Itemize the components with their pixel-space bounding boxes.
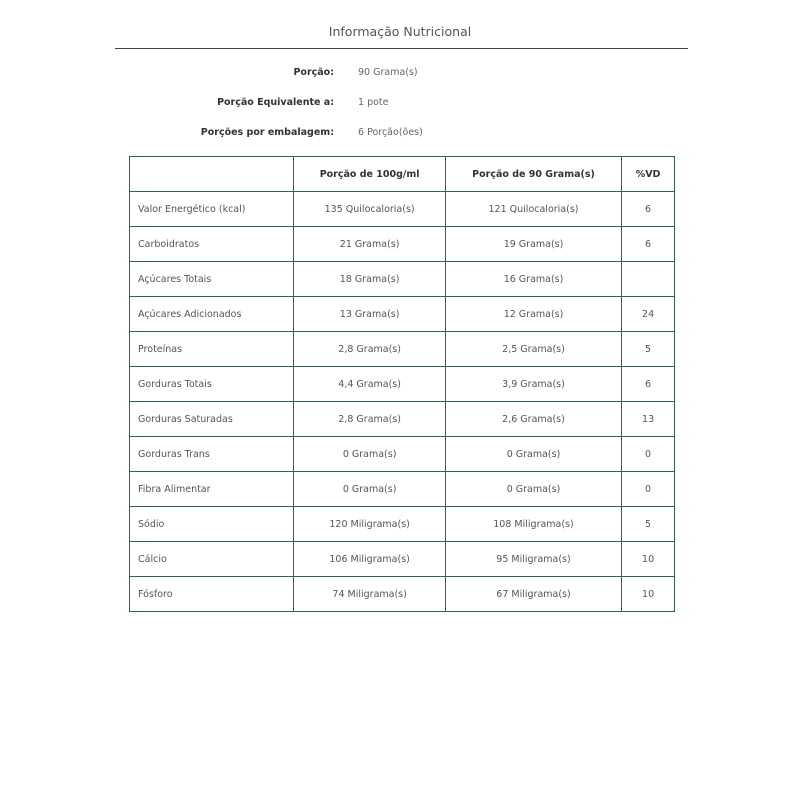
nutrient-name: Sódio [130, 507, 294, 542]
per-serving-value: 121 Quilocaloria(s) [445, 192, 621, 227]
nutrient-name: Gorduras Totais [130, 367, 294, 402]
per-serving-value: 2,5 Grama(s) [445, 332, 621, 367]
vd-value: 24 [622, 297, 675, 332]
vd-value: 6 [622, 367, 675, 402]
per-100-value: 74 Miligrama(s) [294, 577, 445, 612]
vd-value: 5 [622, 332, 675, 367]
per-serving-value: 19 Grama(s) [445, 227, 621, 262]
serving-size-row [0, 67, 800, 83]
table-row [130, 472, 675, 507]
table-row [130, 577, 675, 612]
per-100-value: 120 Miligrama(s) [294, 507, 445, 542]
table-row [130, 297, 675, 332]
serving-size-value: 90 Grama(s) [358, 67, 418, 78]
vd-value: 13 [622, 402, 675, 437]
table-row [130, 507, 675, 542]
nutrition-table [129, 156, 675, 612]
header-per-100: Porção de 100g/ml [294, 157, 445, 192]
vd-value [622, 262, 675, 297]
serving-equivalent-label: Porção Equivalente a: [217, 97, 334, 108]
nutrient-name: Proteínas [130, 332, 294, 367]
per-100-value: 106 Miligrama(s) [294, 542, 445, 577]
per-serving-value: 3,9 Grama(s) [445, 367, 621, 402]
nutrient-name: Cálcio [130, 542, 294, 577]
table-row [130, 262, 675, 297]
per-100-value: 135 Quilocaloria(s) [294, 192, 445, 227]
nutrient-name: Gorduras Trans [130, 437, 294, 472]
vd-value: 0 [622, 437, 675, 472]
header-nutrient [130, 157, 294, 192]
per-100-value: 0 Grama(s) [294, 437, 445, 472]
nutrient-name: Valor Energético (kcal) [130, 192, 294, 227]
table-row [130, 192, 675, 227]
title-divider [115, 48, 688, 49]
header-per-serving: Porção de 90 Grama(s) [445, 157, 621, 192]
vd-value: 10 [622, 577, 675, 612]
per-100-value: 2,8 Grama(s) [294, 332, 445, 367]
table-row [130, 402, 675, 437]
per-100-value: 2,8 Grama(s) [294, 402, 445, 437]
page-title: Informação Nutricional [328, 24, 472, 39]
per-serving-value: 67 Miligrama(s) [445, 577, 621, 612]
per-serving-value: 95 Miligrama(s) [445, 542, 621, 577]
per-serving-value: 2,6 Grama(s) [445, 402, 621, 437]
per-100-value: 18 Grama(s) [294, 262, 445, 297]
per-serving-value: 0 Grama(s) [445, 472, 621, 507]
per-serving-value: 108 Miligrama(s) [445, 507, 621, 542]
per-serving-value: 0 Grama(s) [445, 437, 621, 472]
nutrient-name: Carboidratos [130, 227, 294, 262]
table-row [130, 227, 675, 262]
vd-value: 5 [622, 507, 675, 542]
vd-value: 6 [622, 192, 675, 227]
header-vd: %VD [622, 157, 675, 192]
nutrient-name: Fibra Alimentar [130, 472, 294, 507]
vd-value: 10 [622, 542, 675, 577]
servings-per-package-row [0, 127, 800, 143]
nutrient-name: Fósforo [130, 577, 294, 612]
serving-equivalent-value: 1 pote [358, 97, 389, 108]
per-100-value: 4,4 Grama(s) [294, 367, 445, 402]
table-header-row [130, 157, 675, 192]
per-100-value: 0 Grama(s) [294, 472, 445, 507]
servings-per-package-value: 6 Porção(ões) [358, 127, 423, 138]
per-serving-value: 12 Grama(s) [445, 297, 621, 332]
per-100-value: 13 Grama(s) [294, 297, 445, 332]
servings-per-package-label: Porções por embalagem: [200, 127, 334, 138]
per-serving-value: 16 Grama(s) [445, 262, 621, 297]
vd-value: 0 [622, 472, 675, 507]
nutrient-name: Açúcares Adicionados [130, 297, 294, 332]
nutrient-name: Açúcares Totais [130, 262, 294, 297]
nutrient-name: Gorduras Saturadas [130, 402, 294, 437]
per-100-value: 21 Grama(s) [294, 227, 445, 262]
serving-size-label: Porção: [293, 67, 334, 78]
table-row [130, 332, 675, 367]
serving-equivalent-row [0, 97, 800, 113]
vd-value: 6 [622, 227, 675, 262]
table-row [130, 542, 675, 577]
table-row [130, 367, 675, 402]
table-row [130, 437, 675, 472]
